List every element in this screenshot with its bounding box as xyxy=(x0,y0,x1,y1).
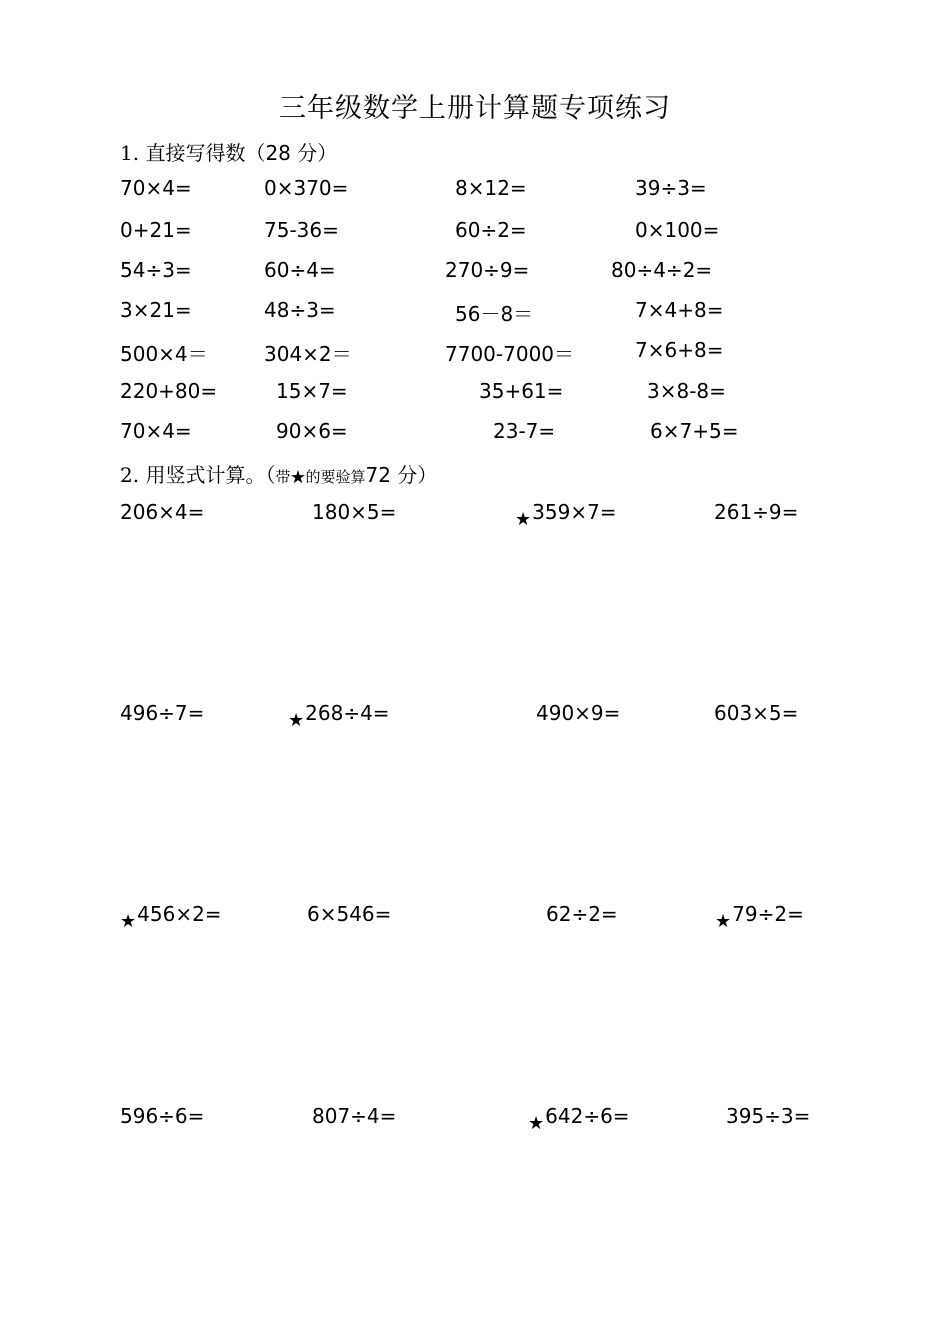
section-1-unit: 分） xyxy=(297,141,338,165)
vertical-problem xyxy=(515,500,617,530)
problem-text: 603×5= xyxy=(714,701,799,725)
oral-problem: 56－8＝ xyxy=(455,302,534,326)
oral-problem: 15×7= xyxy=(276,379,348,403)
oral-problem: 3×21= xyxy=(120,298,192,322)
page-title: 三年级数学上册计算题专项练习 xyxy=(279,93,671,124)
problem-text: 359×7= xyxy=(532,500,617,524)
problem-text: 6×546= xyxy=(307,902,392,926)
vertical-problem xyxy=(312,1104,396,1128)
vertical-problem xyxy=(714,500,798,524)
star-icon: ★ xyxy=(120,911,137,932)
problem-text: 642÷6= xyxy=(545,1104,630,1128)
problem-text: 490×9= xyxy=(536,701,621,725)
vertical-problem xyxy=(120,902,222,932)
problem-text: 395÷3= xyxy=(726,1104,811,1128)
vertical-problem xyxy=(546,902,618,926)
section-1-heading xyxy=(120,137,337,166)
problem-text: 596÷6= xyxy=(120,1104,205,1128)
oral-problem: 7×6+8= xyxy=(635,338,724,362)
oral-problem: 70×4= xyxy=(120,176,192,200)
vertical-problem xyxy=(307,902,391,926)
vertical-problem xyxy=(120,500,204,524)
problem-text: 62÷2= xyxy=(546,902,618,926)
oral-problem: 7700-7000＝ xyxy=(445,342,575,366)
vertical-problem xyxy=(120,701,204,725)
problem-text: 807÷4= xyxy=(312,1104,397,1128)
vertical-problem xyxy=(312,500,396,524)
star-icon: ★ xyxy=(515,509,532,530)
vertical-problem xyxy=(288,701,390,731)
section-1-label: 直接写得数（ xyxy=(145,141,266,165)
oral-problem: 70×4= xyxy=(120,419,192,443)
oral-problem: 39÷3= xyxy=(635,176,707,200)
problem-text: 496÷7= xyxy=(120,701,205,725)
section-2-points: 72 xyxy=(365,463,391,487)
oral-problem: 8×12= xyxy=(455,176,527,200)
oral-problem: 0+21= xyxy=(120,218,192,242)
oral-problem: 54÷3= xyxy=(120,258,192,282)
oral-problem: 90×6= xyxy=(276,419,348,443)
oral-problem: 35+61= xyxy=(479,379,564,403)
section-2-label: 用竖式计算。（ xyxy=(145,463,276,487)
oral-problem: 6×7+5= xyxy=(650,419,739,443)
section-1-number: 1. xyxy=(120,141,140,165)
oral-problem: 75-36= xyxy=(264,218,339,242)
vertical-problem xyxy=(120,1104,204,1128)
oral-problem: 3×8-8= xyxy=(647,379,726,403)
vertical-problem xyxy=(536,701,620,725)
vertical-problem xyxy=(714,701,798,725)
oral-problem: 80÷4÷2= xyxy=(611,258,713,282)
oral-problem: 7×4+8= xyxy=(635,298,724,322)
section-2-heading xyxy=(120,459,437,488)
oral-problem: 48÷3= xyxy=(264,298,336,322)
oral-problem: 220+80= xyxy=(120,379,218,403)
problem-text: 206×4= xyxy=(120,500,205,524)
oral-problem: 500×4＝ xyxy=(120,342,208,366)
star-icon: ★ xyxy=(528,1113,545,1134)
oral-problem: 23-7= xyxy=(493,419,556,443)
problem-text: 268÷4= xyxy=(305,701,390,725)
oral-problem: 60÷4= xyxy=(264,258,336,282)
oral-problem: 60÷2= xyxy=(455,218,527,242)
vertical-problem xyxy=(528,1104,630,1134)
star-icon: ★ xyxy=(288,710,305,731)
section-2-unit: 分） xyxy=(397,463,438,487)
problem-text: 79÷2= xyxy=(732,902,804,926)
section-2-number: 2. xyxy=(120,463,140,487)
section-2-note: 带★的要验算 xyxy=(275,468,366,486)
oral-problem: 0×100= xyxy=(635,218,720,242)
oral-problem: 304×2＝ xyxy=(264,342,352,366)
vertical-problem xyxy=(715,902,804,932)
oral-problem: 0×370= xyxy=(264,176,349,200)
oral-problem: 270÷9= xyxy=(445,258,530,282)
problem-text: 261÷9= xyxy=(714,500,799,524)
problem-text: 456×2= xyxy=(137,902,222,926)
problem-text: 180×5= xyxy=(312,500,397,524)
vertical-problem xyxy=(726,1104,810,1128)
star-icon: ★ xyxy=(715,911,732,932)
section-1-points: 28 xyxy=(265,141,291,165)
